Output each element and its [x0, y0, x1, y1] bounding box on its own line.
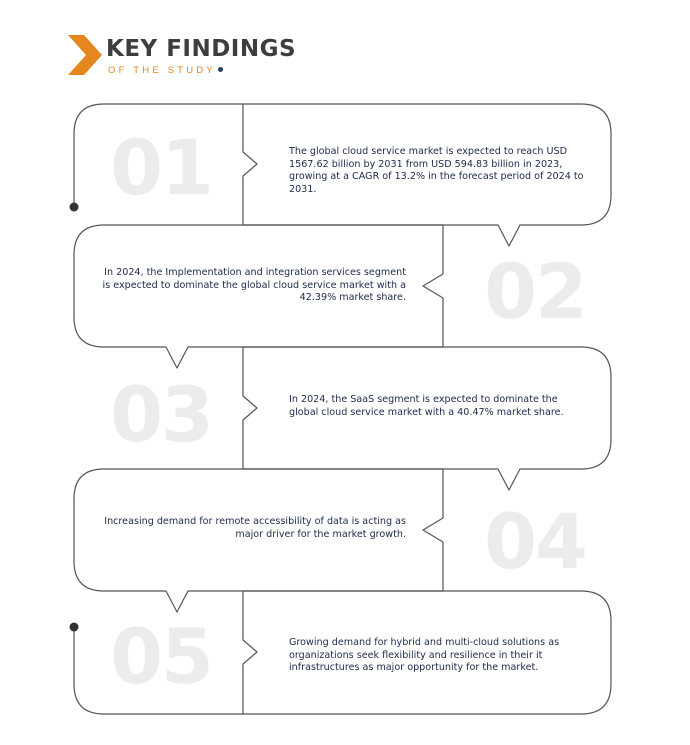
start-dot: [70, 203, 79, 212]
divider-03: [243, 347, 257, 469]
end-dot: [70, 623, 79, 632]
finding-text-04: Increasing demand for remote accessibility of data is acting as major driver for the market growth.: [104, 516, 406, 540]
divider-04: [423, 469, 443, 591]
finding-number-01: 01: [110, 123, 212, 212]
finding-text-02: In 2024, the Implementation and integration services segment is expected to dominate the global cloud service market with a 42.39% market share.: [102, 267, 406, 303]
finding-number-03: 03: [110, 370, 212, 459]
finding-number-02: 02: [484, 247, 586, 336]
divider-02: [423, 225, 443, 347]
finding-text-03: In 2024, the SaaS segment is expected to dominate the global cloud service market with a 40.47% market share.: [289, 394, 564, 418]
finding-text-01: The global cloud service market is expected to reach USD 1567.62 billion by 2031 from USD 594.83 billion in 2023, growing at a CAGR of 13.2% in the forecast period of 2024 to 2031.: [289, 146, 584, 195]
finding-text-05: Growing demand for hybrid and multi-cloud solutions as organizations seek flexibility and resilience in their it infrastructures as major opportunity for the market.: [289, 637, 560, 673]
page-title: KEY FINDINGS: [106, 36, 297, 62]
finding-number-05: 05: [110, 612, 212, 701]
finding-number-04: 04: [484, 497, 586, 586]
page-subtitle: OF THE STUDY: [108, 65, 216, 76]
divider-01: [243, 104, 257, 225]
divider-05: [243, 591, 257, 714]
